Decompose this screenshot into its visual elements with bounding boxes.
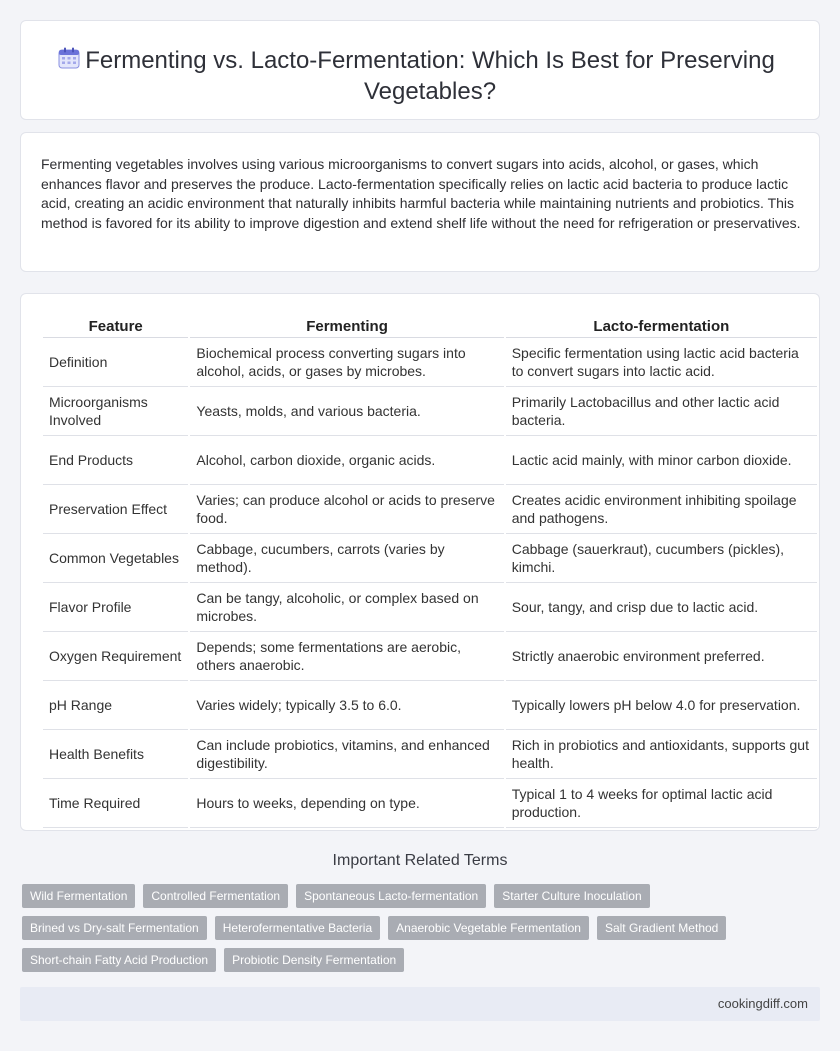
footer	[20, 987, 820, 1021]
table-row	[43, 779, 817, 828]
fermenting-cell: Varies widely; typically 3.5 to 6.0.	[190, 681, 503, 730]
related-term-tag[interactable]: Heterofermentative Bacteria	[215, 916, 380, 940]
lacto-cell: Sour, tangy, and crisp due to lactic acid.	[506, 583, 817, 632]
feature-cell: Definition	[43, 338, 188, 387]
feature-cell: Health Benefits	[43, 730, 188, 779]
related-term-tag[interactable]: Short-chain Fatty Acid Production	[22, 948, 216, 972]
table-row	[43, 338, 817, 387]
lacto-cell: Creates acidic environment inhibiting spoilage and pathogens.	[506, 485, 817, 534]
comparison-table	[41, 316, 819, 828]
fermenting-cell: Biochemical process converting sugars into alcohol, acids, or gases by microbes.	[190, 338, 503, 387]
fermenting-cell: Yeasts, molds, and various bacteria.	[190, 387, 503, 436]
footer-site-link[interactable]: cookingdiff.com	[717, 996, 808, 1011]
table-row	[43, 485, 817, 534]
table-row	[43, 632, 817, 681]
table-row	[43, 730, 817, 779]
related-term-tag[interactable]: Wild Fermentation	[22, 884, 135, 908]
table-row	[43, 583, 817, 632]
feature-cell: Time Required	[43, 779, 188, 828]
header-feature: Feature	[43, 316, 188, 338]
table-row	[43, 436, 817, 485]
lacto-cell: Primarily Lactobacillus and other lactic acid bacteria.	[506, 387, 817, 436]
intro-paragraph: Fermenting vegetables involves using various microorganisms to convert sugars into acids, alcohol, or gases, which enhances flavor and preserves the produce. Lacto-fermentation specifically relies on lactic acid bacteria to produce lactic acid, creating an acidic environment that naturally inhibits harmful bacteria while maintaining nutrients and probiotics. This method is favored for its ability to improve digestion and extend shelf life without the need for refrigeration or preservatives.	[41, 156, 801, 231]
table-header-row	[43, 316, 817, 338]
feature-cell: Microorganisms Involved	[43, 387, 188, 436]
fermenting-cell: Can be tangy, alcoholic, or complex based on microbes.	[190, 583, 503, 632]
lacto-cell: Specific fermentation using lactic acid bacteria to convert sugars into lactic acid.	[506, 338, 817, 387]
related-term-tag[interactable]: Controlled Fermentation	[143, 884, 288, 908]
table-row	[43, 534, 817, 583]
fermenting-cell: Varies; can produce alcohol or acids to preserve food.	[190, 485, 503, 534]
page-title: Fermenting vs. Lacto-Fermentation: Which Is Best for Preserving Vegetables?	[85, 47, 775, 105]
header-card	[20, 20, 820, 120]
intro-card	[20, 132, 820, 272]
feature-cell: Preservation Effect	[43, 485, 188, 534]
table-row	[43, 387, 817, 436]
table-row	[43, 681, 817, 730]
related-term-tag[interactable]: Salt Gradient Method	[597, 916, 726, 940]
lacto-cell: Lactic acid mainly, with minor carbon dioxide.	[506, 436, 817, 485]
fermenting-cell: Can include probiotics, vitamins, and enhanced digestibility.	[190, 730, 503, 779]
related-term-tag[interactable]: Anaerobic Vegetable Fermentation	[388, 916, 589, 940]
lacto-cell: Rich in probiotics and antioxidants, supports gut health.	[506, 730, 817, 779]
feature-cell: pH Range	[43, 681, 188, 730]
lacto-cell: Typically lowers pH below 4.0 for preservation.	[506, 681, 817, 730]
fermenting-cell: Depends; some fermentations are aerobic, others anaerobic.	[190, 632, 503, 681]
fermenting-cell: Hours to weeks, depending on type.	[190, 779, 503, 828]
feature-cell: Flavor Profile	[43, 583, 188, 632]
fermenting-cell: Alcohol, carbon dioxide, organic acids.	[190, 436, 503, 485]
related-terms-list	[22, 884, 822, 972]
related-term-tag[interactable]: Brined vs Dry-salt Fermentation	[22, 916, 207, 940]
related-term-tag[interactable]: Spontaneous Lacto-fermentation	[296, 884, 486, 908]
lacto-cell: Typical 1 to 4 weeks for optimal lactic acid production.	[506, 779, 817, 828]
comparison-card	[20, 293, 820, 831]
related-term-tag[interactable]: Starter Culture Inoculation	[494, 884, 649, 908]
feature-cell: End Products	[43, 436, 188, 485]
header-lacto-fermentation: Lacto-fermentation	[506, 316, 817, 338]
related-term-tag[interactable]: Probiotic Density Fermentation	[224, 948, 404, 972]
feature-cell: Common Vegetables	[43, 534, 188, 583]
header-fermenting: Fermenting	[190, 316, 503, 338]
feature-cell: Oxygen Requirement	[43, 632, 188, 681]
fermenting-cell: Cabbage, cucumbers, carrots (varies by method).	[190, 534, 503, 583]
lacto-cell: Strictly anaerobic environment preferred.	[506, 632, 817, 681]
related-terms-heading: Important Related Terms	[332, 852, 508, 869]
lacto-cell: Cabbage (sauerkraut), cucumbers (pickles), kimchi.	[506, 534, 817, 583]
